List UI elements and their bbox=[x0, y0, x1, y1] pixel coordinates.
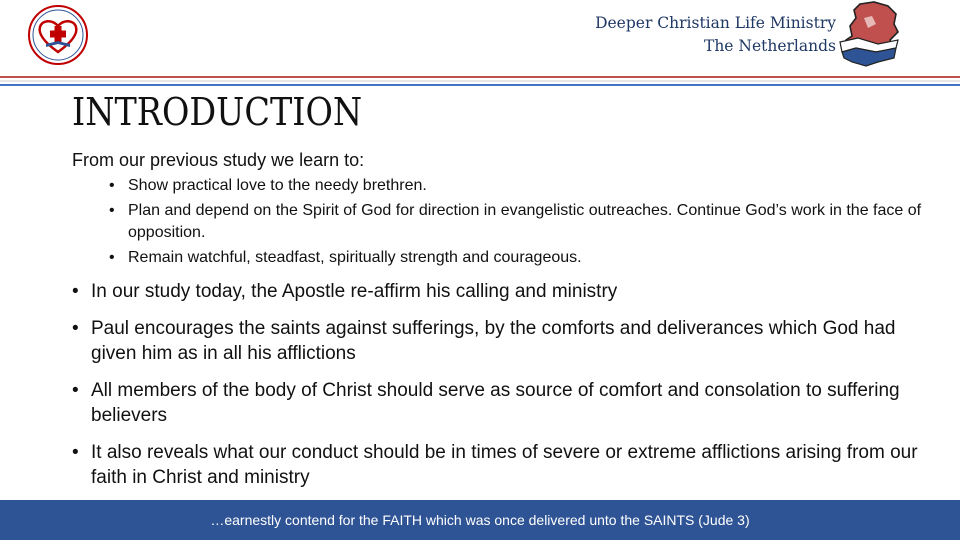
main-point-list bbox=[72, 279, 932, 490]
sub-point: • Show practical love to the needy brethren. bbox=[109, 175, 932, 197]
footer-banner bbox=[0, 500, 960, 540]
intro-text: From our previous study we learn to: bbox=[72, 150, 365, 170]
netherlands-map-icon bbox=[838, 0, 902, 68]
stripe-red bbox=[0, 76, 960, 78]
main-point: • It also reveals what our conduct should be in times of severe or extreme afflictions arising from our faith in Christ and ministry bbox=[72, 440, 932, 490]
sub-point: • Plan and depend on the Spirit of God for direction in evangelistic outreaches. Continue God’s work in the face of opposition. bbox=[109, 200, 932, 244]
organization-name bbox=[595, 12, 836, 58]
main-point: • In our study today, the Apostle re-affirm his calling and ministry bbox=[72, 279, 932, 304]
stripe-white bbox=[0, 80, 960, 82]
sub-point: • Remain watchful, steadfast, spiritually strength and courageous. bbox=[109, 247, 932, 269]
main-point: • All members of the body of Christ should serve as source of comfort and consolation to suffering believers bbox=[72, 378, 932, 428]
slide-body bbox=[72, 150, 932, 502]
org-line-1: Deeper Christian Life Ministry bbox=[595, 14, 836, 32]
main-point: • Paul encourages the saints against sufferings, by the comforts and deliverances which God had given him as in all his afflictions bbox=[72, 316, 932, 366]
heart-cross-bible-icon bbox=[26, 4, 90, 66]
footer-text: …earnestly contend for the FAITH which was once delivered unto the SAINTS (Jude 3) bbox=[210, 512, 750, 528]
sub-point-list bbox=[72, 175, 932, 269]
header-stripes bbox=[0, 76, 960, 88]
org-line-2: The Netherlands bbox=[703, 37, 836, 55]
slide-title: INTRODUCTION bbox=[72, 90, 363, 134]
stripe-blue bbox=[0, 84, 960, 86]
